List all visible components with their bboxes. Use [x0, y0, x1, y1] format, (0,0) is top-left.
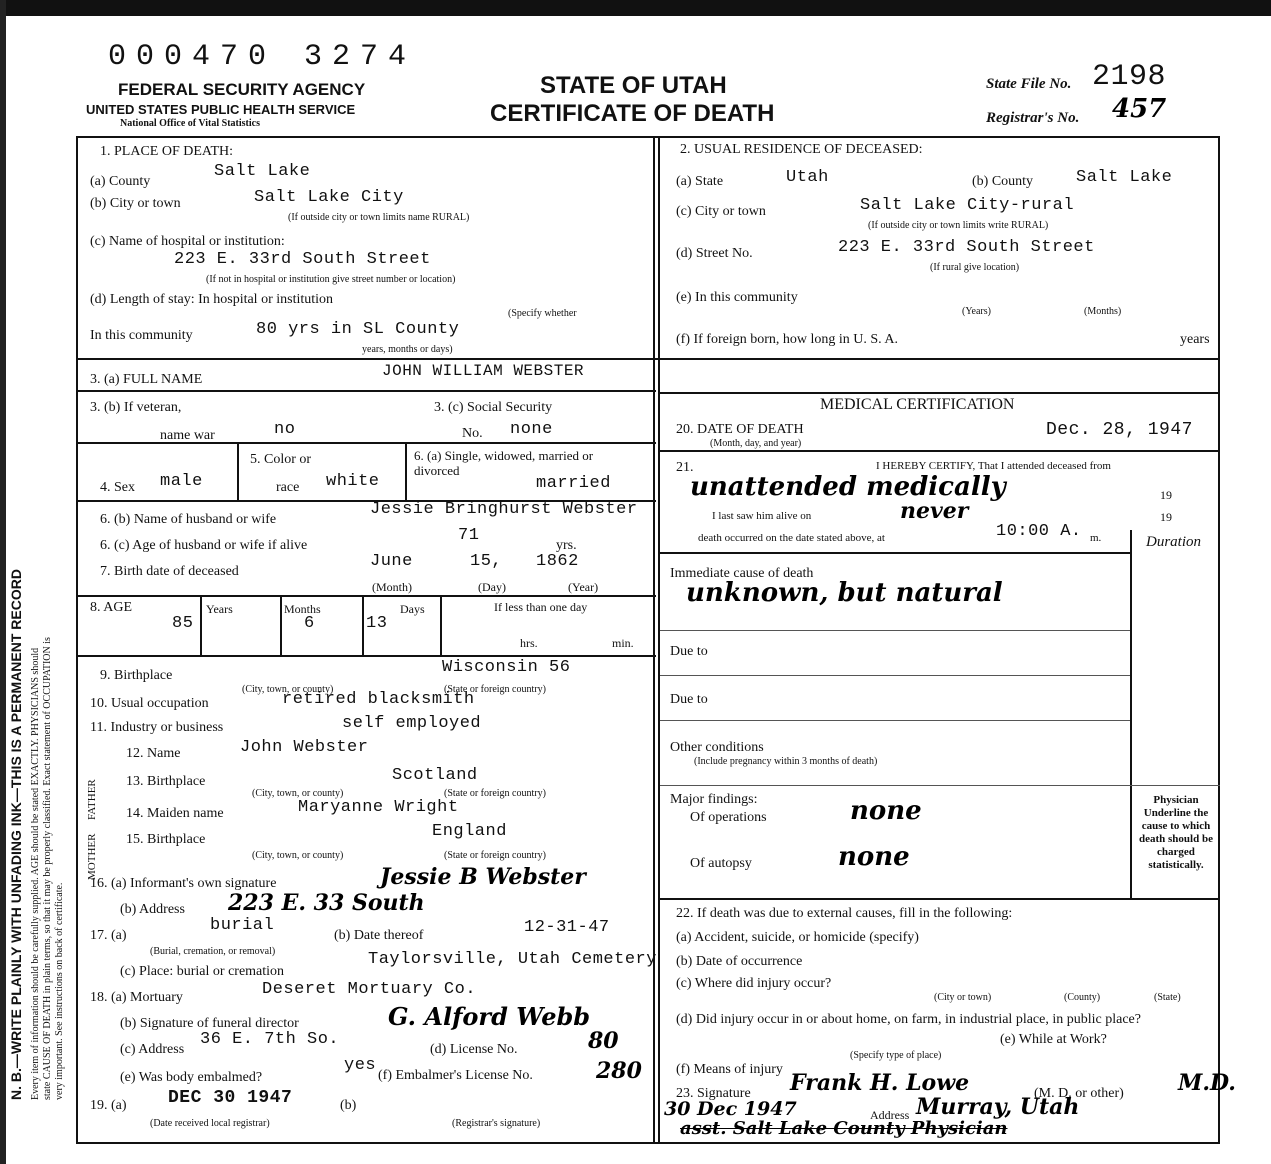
city-town-note: (City or town)	[934, 992, 992, 1003]
other-conditions-note: (Include pregnancy within 3 months of death)	[694, 756, 878, 767]
director-signature: G. Alford Webb	[388, 1002, 591, 1031]
physician-title: asst. Salt Lake County Physician	[680, 1118, 1008, 1139]
registrar-number: 457	[1112, 94, 1167, 124]
signature-label: 23. Signature	[676, 1086, 751, 1101]
due-to-label-1: Due to	[670, 644, 708, 659]
director-label: (b) Signature of funeral director	[120, 1016, 299, 1031]
month-label: (Month)	[372, 580, 412, 594]
stay-label: (d) Length of stay: In hospital or institution	[90, 292, 334, 307]
state-country-note: (State or foreign country)	[444, 684, 546, 695]
mortuary-address-value: 36 E. 7th So.	[200, 1030, 340, 1049]
age-months: 6	[304, 614, 315, 633]
mother-birthplace-value: England	[432, 822, 507, 841]
mortuary-value: Deseret Mortuary Co.	[262, 980, 477, 999]
last-saw-value: never	[900, 498, 969, 524]
birth-day: 15,	[470, 552, 503, 571]
mortuary-address-label: (c) Address	[120, 1042, 185, 1057]
state-file-label: State File No.	[986, 76, 1072, 92]
time-of-death: 10:00 A.	[996, 522, 1082, 541]
external-causes-label: 22. If death was due to external causes, fill in the following:	[676, 906, 1013, 921]
license-label: (d) License No.	[430, 1042, 518, 1057]
father-city-note: (City, town, or county)	[252, 788, 344, 799]
registrar-sig-note: (Registrar's signature)	[452, 1118, 541, 1129]
res-street-note: (If rural give location)	[930, 262, 1020, 273]
disposition-note: (Burial, cremation, or removal)	[150, 946, 276, 957]
embalmer-license-label: (f) Embalmer's License No.	[378, 1068, 533, 1083]
received-stamp: DEC 30 1947	[168, 1088, 293, 1108]
ss-no-label: No.	[462, 426, 483, 441]
address-label: Address	[870, 1108, 910, 1122]
residence-label: 2. USUAL RESIDENCE OF DECEASED:	[680, 142, 923, 157]
hospital-label: (c) Name of hospital or institution:	[90, 234, 285, 249]
res-street-value: 223 E. 33rd South Street	[838, 238, 1095, 257]
res-months-label: (Months)	[1084, 306, 1122, 317]
physician-note: Physician Underline the cause to which death should be charged statistically.	[1139, 794, 1213, 871]
registrar-sig-label: (b)	[340, 1098, 357, 1113]
res-years-suffix: years	[1180, 332, 1210, 347]
full-name-value: JOHN WILLIAM WEBSTER	[382, 362, 585, 380]
duration-label: Duration	[1146, 534, 1202, 550]
industry-value: self employed	[342, 714, 482, 733]
less-day-label: If less than one day	[494, 600, 588, 614]
years-note: years, months or days)	[362, 344, 453, 355]
mother-birthplace-label: 15. Birthplace	[126, 832, 206, 847]
burial-place-value: Taylorsville, Utah Cemetery	[368, 950, 657, 969]
occupation-value: retired blacksmith	[282, 690, 475, 709]
age-days: 13	[366, 614, 388, 633]
registrar-label: Registrar's No.	[986, 110, 1080, 126]
embalmed-value: yes	[344, 1056, 377, 1075]
community-label: In this community	[90, 328, 193, 343]
informant-signature: Jessie B Webster	[380, 864, 586, 890]
veteran-label: 3. (b) If veteran,	[90, 400, 182, 415]
side-note-main: N. B.—WRITE PLAINLY WITH UNFADING INK—THIS IS A PERMANENT RECORD	[8, 569, 24, 1100]
city-label: (b) City or town	[90, 196, 181, 211]
mother-name-value: Maryanne Wright	[298, 798, 459, 817]
spouse-value: Jessie Bringhurst Webster	[370, 500, 638, 519]
father-name-label: 12. Name	[126, 746, 181, 761]
nineteen-2: 19	[1160, 510, 1172, 524]
res-foreign-label: (f) If foreign born, how long in U. S. A.	[676, 332, 899, 347]
father-name-value: John Webster	[240, 738, 369, 757]
sex-value: male	[160, 472, 203, 491]
side-note-line2: state CAUSE OF DEATH in plain terms, so that it may be properly classified. Exact statement of OCCUPATION is	[42, 637, 53, 1100]
father-birthplace-value: Scotland	[392, 766, 478, 785]
age-years: 85	[172, 614, 194, 633]
months-col-label: Months	[284, 602, 321, 616]
disposition-value: burial	[210, 916, 275, 935]
medical-title: MEDICAL CERTIFICATION	[820, 396, 1015, 413]
informant-address: 223 E. 33 South	[228, 890, 425, 916]
serial-number: 000470 3274	[108, 40, 417, 74]
dod-num-label: 20. DATE OF DEATH	[676, 422, 804, 437]
ss-label: 3. (c) Social Security	[434, 400, 553, 415]
race-label: race	[276, 480, 300, 495]
mortuary-label: 18. (a) Mortuary	[90, 990, 183, 1005]
father-state-note: (State or foreign country)	[444, 788, 546, 799]
embalmer-license-value: 280	[596, 1058, 642, 1084]
birthplace-value: Wisconsin 56	[442, 658, 571, 677]
birth-month: June	[370, 552, 413, 571]
side-note-line3: very important. See instructions on back of certificate.	[54, 882, 65, 1100]
certify-text: I HEREBY CERTIFY, That I attended deceased from	[876, 460, 1111, 472]
specify-note: (Specify whether	[508, 308, 577, 319]
mother-name-label: 14. Maiden name	[126, 806, 224, 821]
years-col-label: Years	[206, 602, 233, 616]
birth-label: 7. Birth date of deceased	[100, 564, 239, 579]
burial-date-value: 12-31-47	[524, 918, 610, 937]
side-note-line1: Every item of information should be carefully supplied. AGE should be stated EXACTLY. PHYSICIANS should	[30, 647, 41, 1100]
nineteen-1: 19	[1160, 488, 1172, 502]
day-label: (Day)	[478, 580, 506, 594]
birthplace-label: 9. Birthplace	[100, 668, 173, 683]
md-label: (M. D. or other)	[1034, 1086, 1124, 1101]
disposition-label: 17. (a)	[90, 928, 127, 943]
father-birthplace-label: 13. Birthplace	[126, 774, 206, 789]
county-label: (a) County	[90, 174, 151, 189]
occurred-label: death occurred on the date stated above, at	[698, 532, 885, 544]
received-label: 19. (a)	[90, 1098, 127, 1113]
m-label: m.	[1090, 532, 1102, 544]
age-label: 8. AGE	[90, 600, 132, 615]
yrs-label: yrs.	[556, 538, 577, 553]
res-county-value: Salt Lake	[1076, 168, 1173, 187]
scan-border-left	[0, 0, 6, 1164]
res-city-note: (If outside city or town limits write RURAL)	[868, 220, 1049, 231]
physician-address: Murray, Utah	[916, 1094, 1080, 1120]
certify-num: 21.	[676, 460, 694, 475]
service-name: UNITED STATES PUBLIC HEALTH SERVICE	[86, 102, 356, 117]
industry-label: 11. Industry or business	[90, 720, 224, 735]
race-value: white	[326, 472, 380, 491]
other-conditions-label: Other conditions	[670, 740, 764, 755]
full-name-label: 3. (a) FULL NAME	[90, 372, 203, 387]
res-community-label: (e) In this community	[676, 290, 798, 305]
burial-date-label: (b) Date thereof	[334, 928, 424, 943]
md-value: M.D.	[1178, 1070, 1236, 1096]
birth-year: 1862	[536, 552, 579, 571]
operations-value: none	[850, 796, 922, 826]
autopsy-value: none	[838, 842, 910, 872]
occupation-label: 10. Usual occupation	[90, 696, 209, 711]
county-note: (County)	[1064, 992, 1101, 1003]
spouse-label: 6. (b) Name of husband or wife	[100, 512, 277, 527]
means-injury-label: (f) Means of injury	[676, 1062, 783, 1077]
burial-place-label: (c) Place: burial or cremation	[120, 964, 285, 979]
days-col-label: Days	[400, 602, 425, 616]
mother-state-note: (State or foreign country)	[444, 850, 546, 861]
spouse-age-value: 71	[458, 526, 480, 545]
res-state-label: (a) State	[676, 174, 724, 189]
death-city-value: Salt Lake City	[254, 188, 404, 207]
hrs-label: hrs.	[520, 636, 538, 650]
community-value: 80 yrs in SL County	[256, 320, 460, 339]
city-county-note: (City, town, or county)	[242, 684, 334, 695]
informant-address-label: (b) Address	[120, 902, 185, 917]
mother-label: MOTHER	[86, 833, 98, 880]
state-file-number: 2198	[1092, 60, 1167, 94]
attended-value: unattended medically	[690, 472, 1006, 502]
ss-value: none	[510, 420, 553, 439]
major-findings-label: Major findings:	[670, 792, 758, 807]
physician-signature: Frank H. Lowe	[790, 1070, 970, 1096]
informant-label: 16. (a) Informant's own signature	[90, 876, 277, 891]
scan-border-top	[0, 0, 1271, 16]
date-of-death: Dec. 28, 1947	[1046, 420, 1193, 440]
res-city-label: (c) City or town	[676, 204, 766, 219]
hospital-value: 223 E. 33rd South Street	[174, 250, 431, 269]
marital-label: 6. (a) Single, widowed, married or divorced	[414, 448, 594, 478]
marital-value: married	[536, 474, 611, 493]
death-county-value: Salt Lake	[214, 162, 311, 181]
res-street-label: (d) Street No.	[676, 246, 753, 261]
autopsy-label: Of autopsy	[690, 856, 752, 871]
due-to-label-2: Due to	[670, 692, 708, 707]
res-city-value: Salt Lake City-rural	[860, 196, 1075, 215]
mother-city-note: (City, town, or county)	[252, 850, 344, 861]
license-value: 80	[588, 1028, 619, 1054]
min-label: min.	[612, 636, 634, 650]
res-state-value: Utah	[786, 168, 829, 187]
state-title: STATE OF UTAH	[540, 72, 727, 99]
place-of-death-label: 1. PLACE OF DEATH:	[100, 144, 234, 159]
specify-place-note: (Specify type of place)	[850, 1050, 942, 1061]
received-note: (Date received local registrar)	[150, 1118, 270, 1129]
embalmed-label: (e) Was body embalmed?	[120, 1070, 263, 1085]
city-note: (If outside city or town limits name RURAL)	[288, 212, 470, 223]
accident-label: (a) Accident, suicide, or homicide (specify)	[676, 930, 919, 945]
state-note: (State)	[1154, 992, 1181, 1003]
agency-name: FEDERAL SECURITY AGENCY	[118, 80, 366, 99]
hospital-note: (If not in hospital or institution give street number or location)	[206, 274, 456, 285]
spouse-age-label: 6. (c) Age of husband or wife if alive	[100, 538, 308, 553]
name-war-label: name war	[160, 428, 215, 443]
res-years-label: (Years)	[962, 306, 991, 317]
dod-note: (Month, day, and year)	[710, 438, 802, 449]
certificate-title: CERTIFICATE OF DEATH	[490, 100, 775, 127]
home-injury-label: (d) Did injury occur in or about home, on farm, in industrial place, in public place?	[676, 1012, 1141, 1027]
immediate-cause-label: Immediate cause of death	[670, 566, 814, 581]
veteran-value: no	[274, 420, 296, 439]
where-injury-label: (c) Where did injury occur?	[676, 976, 832, 991]
occurrence-date-label: (b) Date of occurrence	[676, 954, 803, 969]
immediate-cause-value: unknown, but natural	[686, 578, 1003, 608]
while-at-work-label: (e) While at Work?	[1000, 1032, 1107, 1047]
year-label: (Year)	[568, 580, 599, 594]
father-label: FATHER	[86, 779, 98, 820]
office-name: National Office of Vital Statistics	[120, 118, 260, 129]
signature-date: 30 Dec 1947	[664, 1098, 797, 1120]
operations-label: Of operations	[690, 810, 767, 825]
last-saw-label: I last saw him alive on	[712, 510, 812, 522]
res-county-label: (b) County	[972, 174, 1034, 189]
color-label: 5. Color or	[250, 452, 312, 467]
sex-label: 4. Sex	[100, 480, 135, 495]
